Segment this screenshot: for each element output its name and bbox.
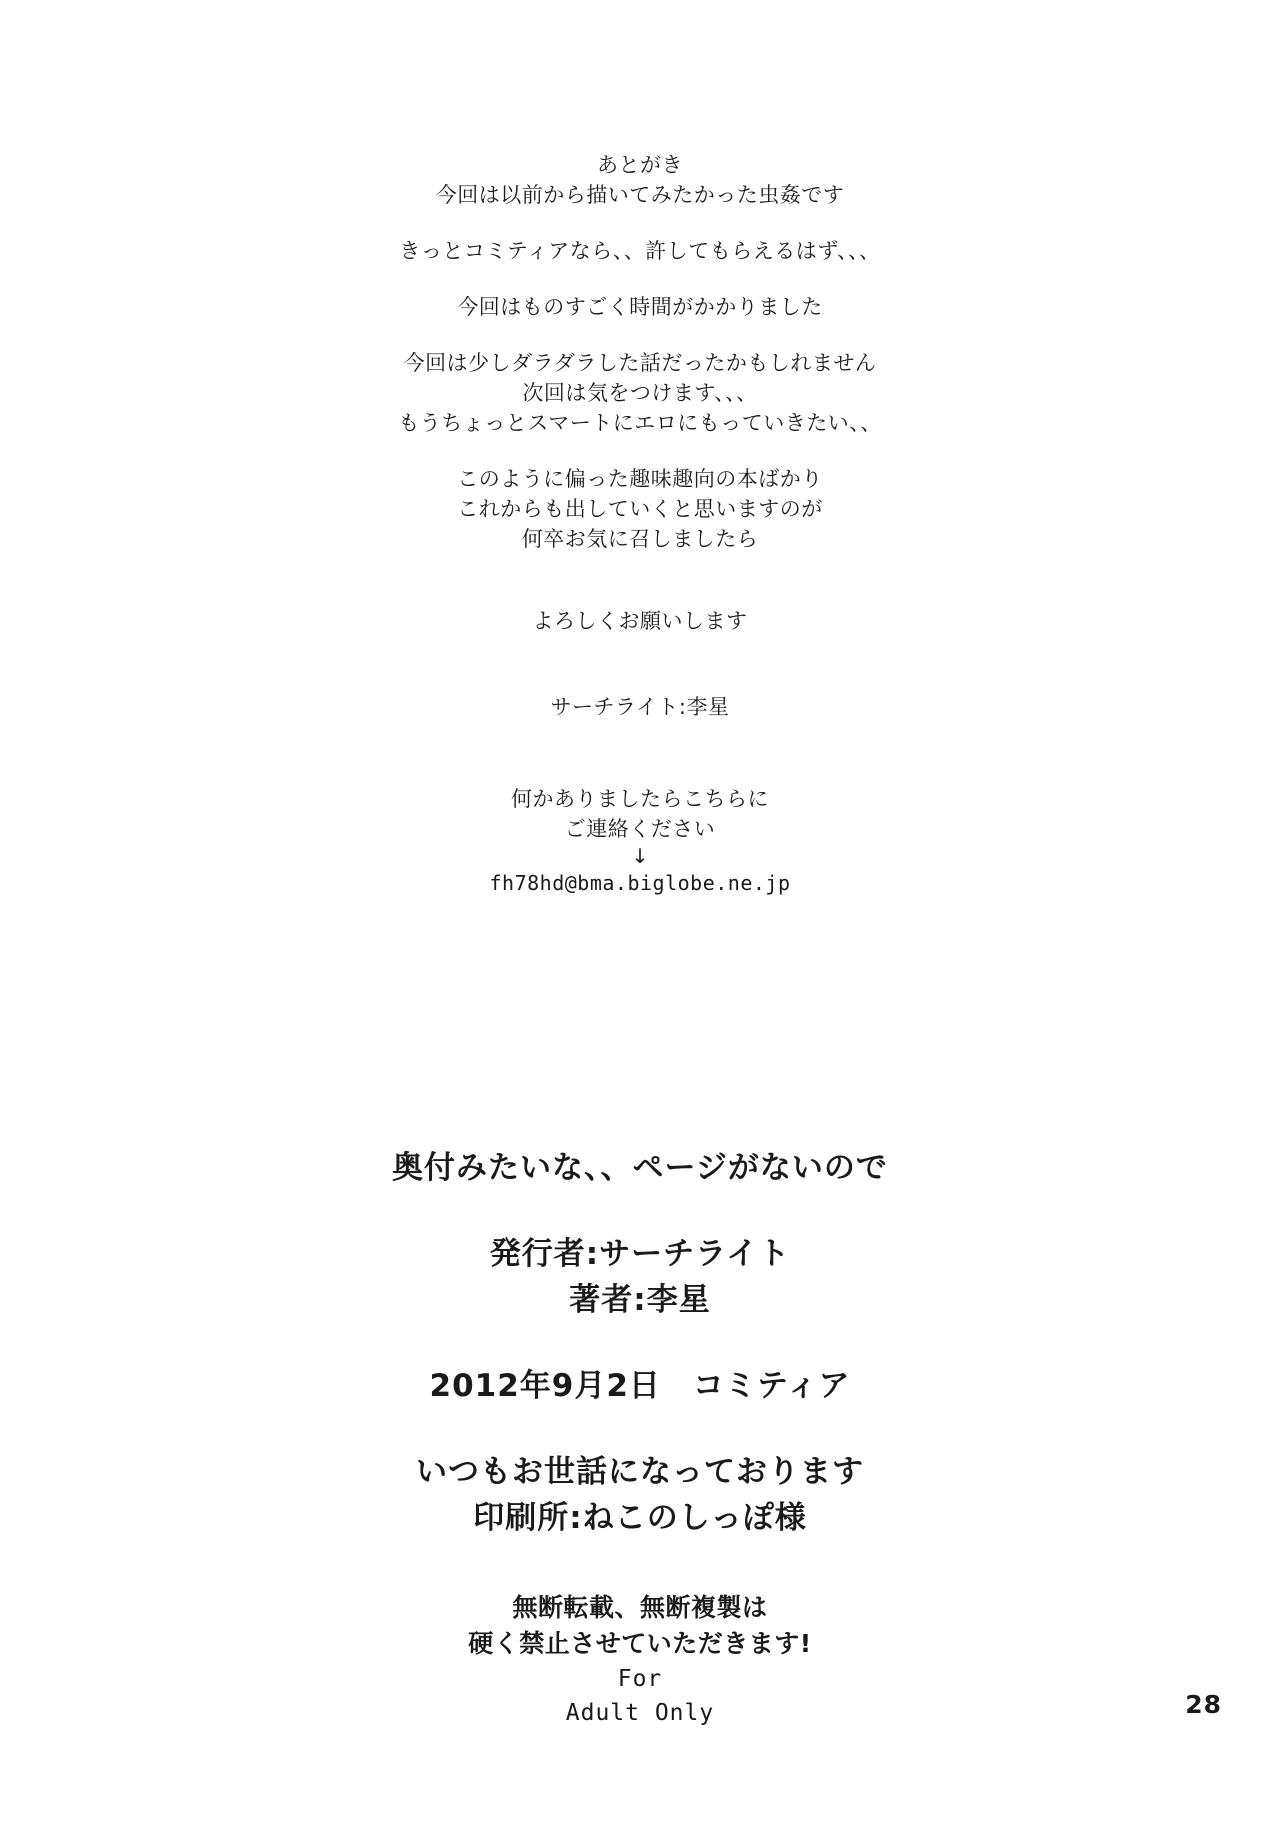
down-arrow-icon: ↓ [631,844,649,868]
colophon-author: 著者:李星 [569,1282,711,1318]
notice-line-1: 無断転載、無断複製は [512,1593,768,1622]
notice-for: For [617,1666,663,1692]
colophon-publisher: 発行者:サーチライト [489,1236,791,1272]
colophon-note: 奥付みたいな、、ページがないので [392,1150,888,1186]
afterword-section [0,150,1280,898]
notice-adult-only: Adult Only [565,1700,715,1726]
copyright-notice [0,1590,1280,1730]
contact-line-2: ご連絡ください [564,817,716,841]
afterword-paragraph-6 [0,606,1280,636]
colophon-credits-group [0,1231,1280,1323]
contact-email: fh78hd@bma.biglobe.ne.jp [489,871,791,895]
afterword-line: 今回はものすごく時間がかかりました [457,295,823,319]
contact-block [0,784,1280,898]
colophon-note-group [0,1145,1280,1191]
afterword-line: よろしくお願いします [532,609,748,633]
colophon-printer: 印刷所:ねこのしっぽ様 [473,1500,807,1536]
afterword-heading: あとがき [597,153,683,177]
colophon-printer-group [0,1449,1280,1541]
afterword-signature: サーチライト:李星 [550,695,730,719]
afterword-thanks-line: 今回は以前から描いてみたかった虫姦です [435,183,845,207]
notice-line-2: 硬く禁止させていただきます! [468,1629,812,1658]
colophon-event: 2012年9月2日 コミティア [429,1368,851,1404]
afterword-paragraph-5 [0,464,1280,554]
afterword-line: これからも出していくと思いますのが [457,497,823,521]
afterword-paragraph-2 [0,236,1280,266]
page-number: 28 [1185,1690,1222,1719]
afterword-line: 次回は気をつけます、、、 [522,381,758,405]
afterword-line: きっとコミティアなら、、許してもらえるはず、、、 [399,239,881,263]
afterword-line: このように偏った趣味趣向の本ばかり [457,467,823,491]
colophon-section [0,1145,1280,1581]
afterword-heading-block [0,150,1280,210]
afterword-paragraph-3 [0,292,1280,322]
colophon-event-group [0,1363,1280,1409]
afterword-line: 今回は少しダラダラした話だったかもしれません [403,351,877,375]
afterword-paragraph-4 [0,348,1280,438]
contact-line-1: 何かありましたらこちらに [511,787,769,811]
afterword-line: 何卒お気に召しましたら [521,527,759,551]
colophon-thanks: いつもお世話になっております [416,1454,864,1490]
afterword-line: もうちょっとスマートにエロにもっていきたい、、 [398,411,882,435]
